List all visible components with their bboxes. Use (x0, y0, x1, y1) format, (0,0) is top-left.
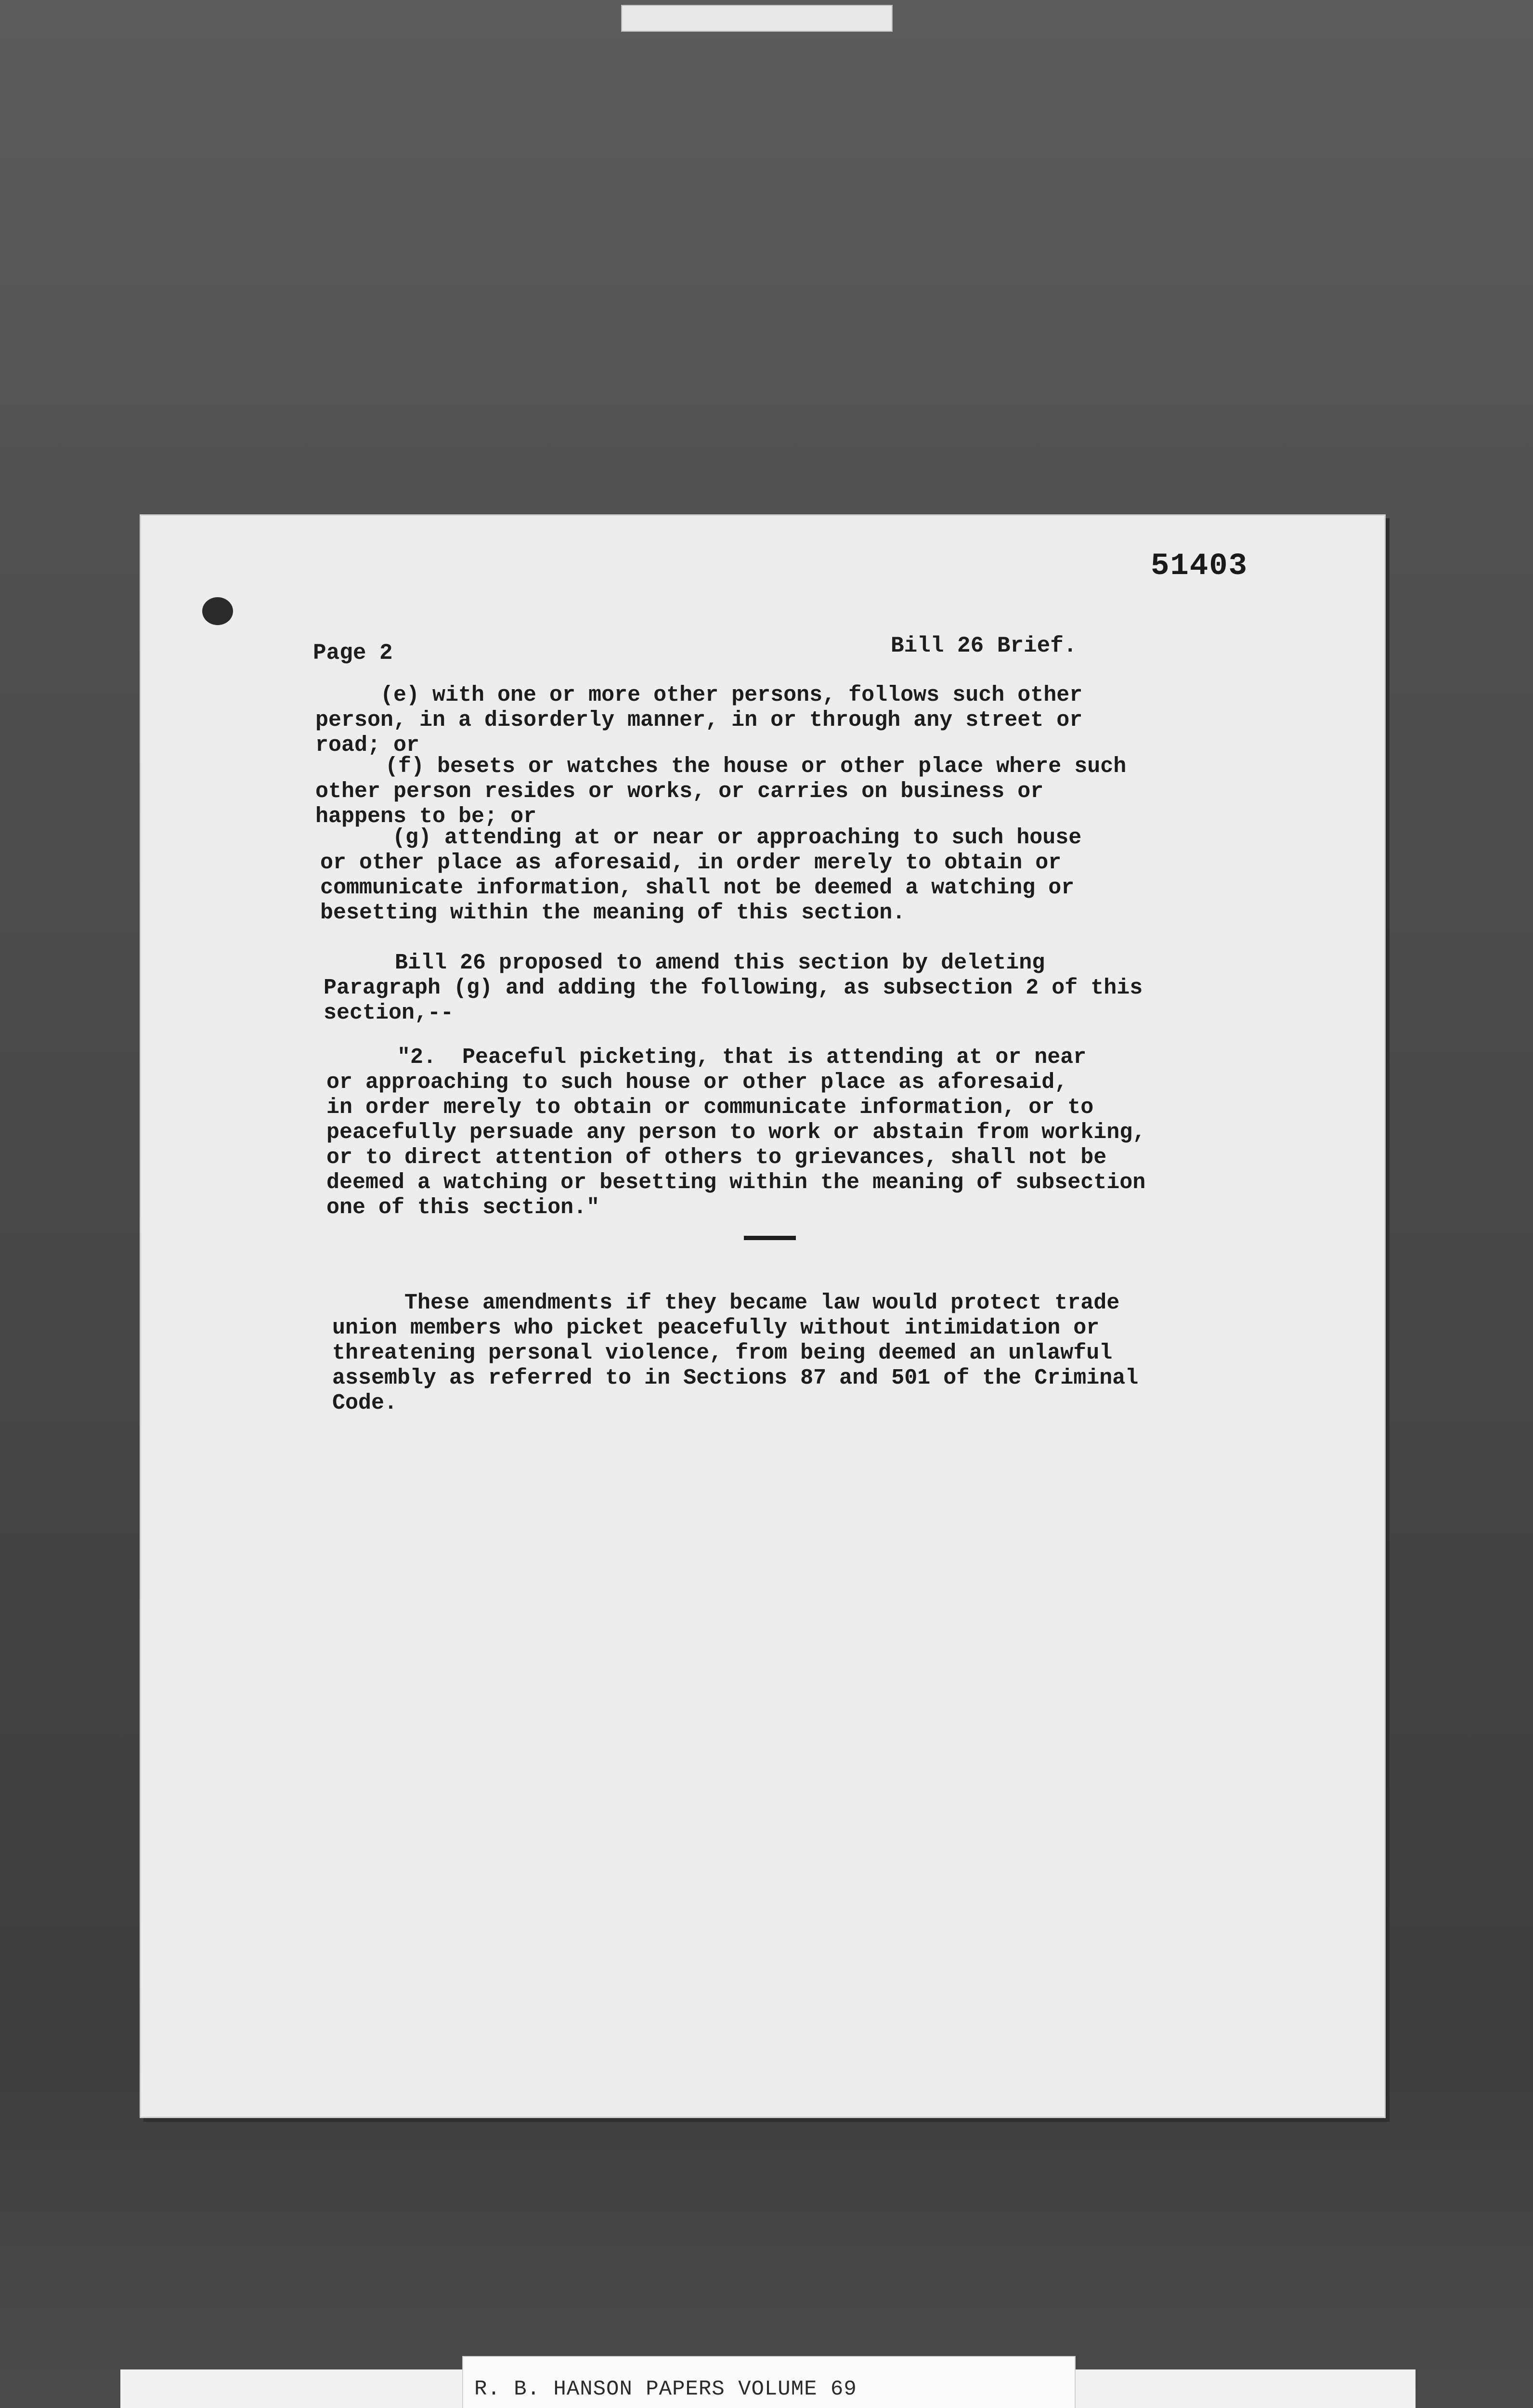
paragraph-f-line: (f) besets or watches the house or other place where such (385, 754, 1127, 779)
page-number: 51403 (1151, 549, 1248, 584)
top-paper-tab (621, 5, 893, 32)
paragraph-f-line: other person resides or works, or carries on business or (315, 779, 1044, 804)
quoted-subsection-line: peacefully persuade any person to work or abstain from working, (326, 1120, 1146, 1145)
quoted-subsection-line: in order merely to obtain or communicate information, or to (326, 1095, 1094, 1120)
page-header-left: Page 2 (313, 641, 393, 666)
bill-paragraph-line: section,-- (324, 1001, 454, 1025)
quoted-subsection-line: deemed a watching or besetting within the meaning of subsection (326, 1170, 1146, 1195)
quoted-subsection-line: or to direct attention of others to grievances, shall not be (326, 1145, 1107, 1170)
punch-hole (202, 597, 233, 625)
quoted-subsection-line: or approaching to such house or other place as aforesaid, (326, 1070, 1068, 1095)
conclusion-line: threatening personal violence, from being deemed an unlawful (332, 1341, 1113, 1365)
page-header-right: Bill 26 Brief. (891, 633, 1077, 658)
paragraph-e-line: person, in a disorderly manner, in or through any street or (315, 708, 1083, 733)
paragraph-f-line: happens to be; or (315, 804, 537, 829)
bill-paragraph-line: Paragraph (g) and adding the following, as subsection 2 of this (324, 976, 1143, 1000)
paragraph-e-line: road; or (315, 733, 420, 758)
conclusion-line: union members who picket peacefully without intimidation or (332, 1316, 1100, 1340)
volume-label-text: R. B. HANSON PAPERS VOLUME 69 (474, 2377, 857, 2401)
paragraph-g-line: or other place as aforesaid, in order merely to obtain or (320, 851, 1062, 875)
paragraph-g-line: (g) attending at or near or approaching to such house (392, 825, 1082, 850)
conclusion-line: These amendments if they became law would protect trade (404, 1291, 1120, 1315)
conclusion-line: assembly as referred to in Sections 87 and 501 of the Criminal (332, 1366, 1139, 1390)
quoted-subsection-line: "2. Peaceful picketing, that is attending at or near (397, 1045, 1087, 1070)
section-divider (744, 1236, 796, 1240)
paragraph-g-line: besetting within the meaning of this section. (320, 901, 906, 925)
quoted-subsection-line: one of this section." (326, 1195, 600, 1220)
conclusion-line: Code. (332, 1391, 398, 1415)
bill-paragraph-line: Bill 26 proposed to amend this section by deleting (395, 951, 1045, 975)
paragraph-g-line: communicate information, shall not be deemed a watching or (320, 876, 1075, 900)
paragraph-e-line: (e) with one or more other persons, follows such other (380, 683, 1083, 707)
